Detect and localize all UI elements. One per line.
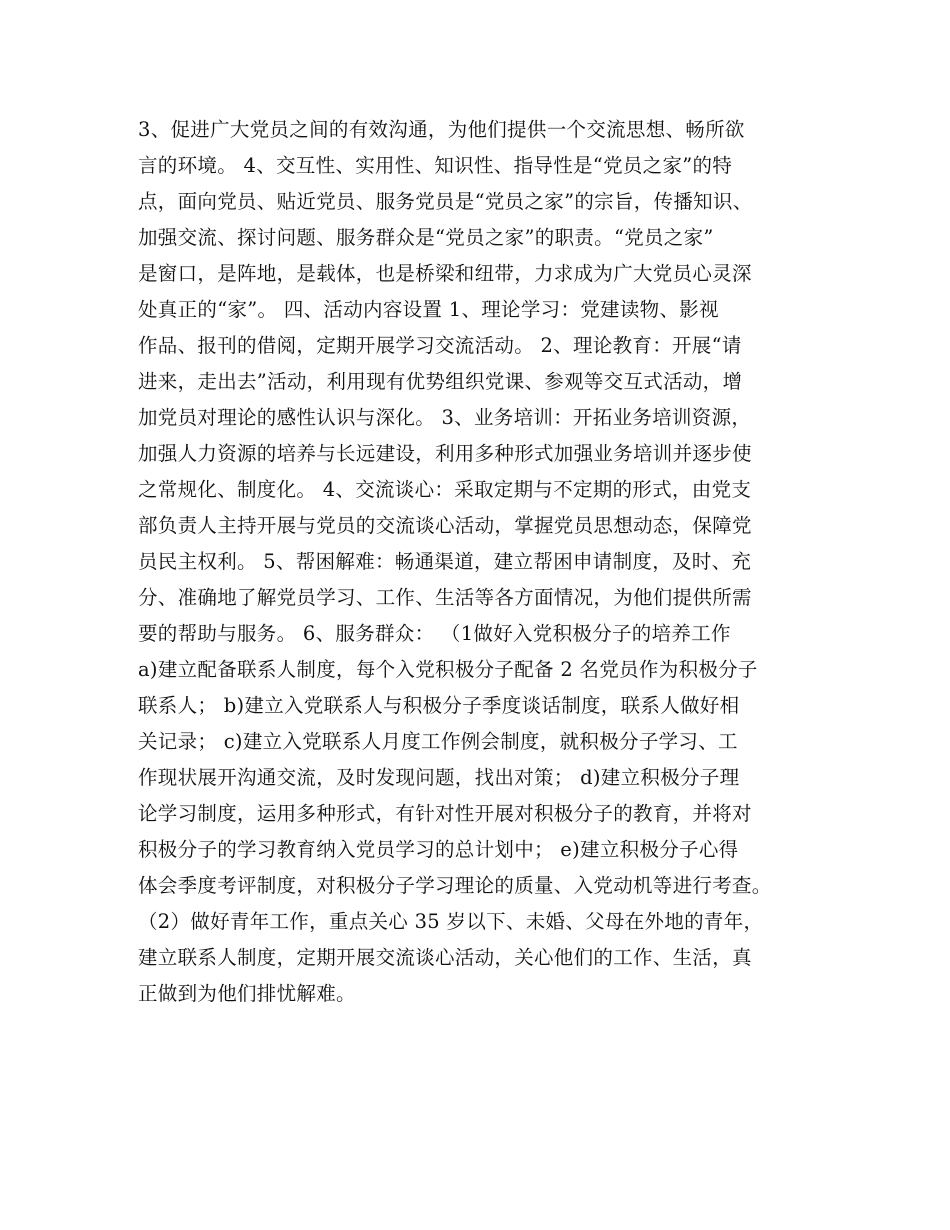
text-line: 正做到为他们排忧解难。 bbox=[138, 982, 356, 1005]
text-line: 处真正的“家”。 四、活动内容设置 1、理论学习：党建读物、影视 bbox=[138, 298, 719, 321]
text-line: 进来，走出去”活动，利用现有优势组织党课、参观等交互式活动，增 bbox=[138, 370, 743, 393]
text-line: 要的帮助与服务。 6、服务群众： （1做好入党积极分子的培养工作 bbox=[138, 622, 731, 645]
text-line: 联系人； b)建立入党联系人与积极分子季度谈话制度，联系人做好相 bbox=[138, 694, 740, 717]
text-line: 言的环境。 4、交互性、实用性、知识性、指导性是“党员之家”的特 bbox=[138, 154, 733, 177]
text-line: 积极分子的学习教育纳入党员学习的总计划中； e)建立积极分子心得 bbox=[138, 838, 739, 861]
text-line: 体会季度考评制度，对积极分子学习理论的质量、入党动机等进行考查。 bbox=[138, 874, 772, 897]
text-line: 之常规化、制度化。 4、交流谈心：采取定期与不定期的形式，由党支 bbox=[138, 478, 752, 501]
text-line: 分、准确地了解党员学习、工作、生活等各方面情况，为他们提供所需 bbox=[138, 586, 752, 609]
text-line: 加党员对理论的感性认识与深化。 3、业务培训：开拓业务培训资源， bbox=[138, 406, 752, 429]
text-line: 作品、报刊的借阅，定期开展学习交流活动。 2、理论教育：开展“请 bbox=[138, 334, 742, 357]
body-text bbox=[138, 112, 828, 1012]
text-line: 建立联系人制度，定期开展交流谈心活动，关心他们的工作、生活，真 bbox=[138, 946, 752, 969]
text-line: 员民主权利。 5、帮困解难：畅通渠道，建立帮困申请制度，及时、充 bbox=[138, 550, 752, 573]
text-line: 加强交流、探讨问题、服务群众是“党员之家”的职责。“党员之家” bbox=[138, 226, 714, 249]
text-line: （2）做好青年工作，重点关心 35 岁以下、未婚、父母在外地的青年， bbox=[138, 910, 764, 933]
text-line: 3、促进广大党员之间的有效沟通，为他们提供一个交流思想、畅所欲 bbox=[138, 118, 745, 141]
text-line: 加强人力资源的培养与长远建设，利用多种形式加强业务培训并逐步使 bbox=[138, 442, 752, 465]
text-line: 点，面向党员、贴近党员、服务党员是“党员之家”的宗旨，传播知识、 bbox=[138, 190, 753, 213]
text-line: 论学习制度，运用多种形式，有针对性开展对积极分子的教育，并将对 bbox=[138, 802, 752, 825]
text-line: a)建立配备联系人制度，每个入党积极分子配备 2 名党员作为积极分子 bbox=[138, 658, 758, 681]
text-line: 关记录； c)建立入党联系人月度工作例会制度，就积极分子学习、工 bbox=[138, 730, 738, 753]
text-line: 作现状展开沟通交流，及时发现问题，找出对策； d)建立积极分子理 bbox=[138, 766, 740, 789]
text-line: 部负责人主持开展与党员的交流谈心活动，掌握党员思想动态，保障党 bbox=[138, 514, 752, 537]
text-line: 是窗口，是阵地，是载体，也是桥梁和纽带，力求成为广大党员心灵深 bbox=[138, 262, 752, 285]
